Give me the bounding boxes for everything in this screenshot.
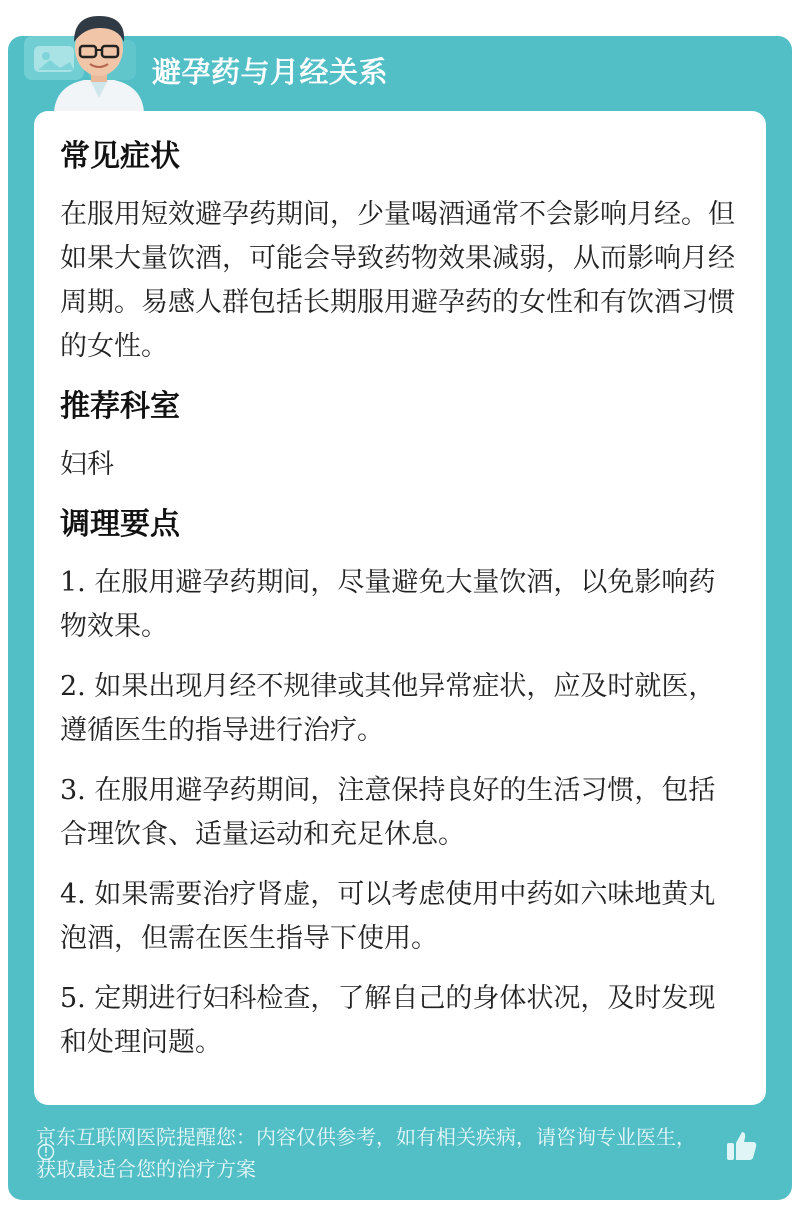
page-title: 避孕药与月经关系 [152, 55, 389, 89]
list-item: 1. 在服用避孕药期间，尽量避免大量饮酒，以免影响药物效果。 [60, 567, 716, 642]
disclaimer-text: 京东互联网医院提醒您：内容仅供参考，如有相关疾病，请咨询专业医生，获取最适合您的治疗方案 [36, 1125, 696, 1181]
care-section [60, 503, 740, 1065]
list-item: 3. 在服用避孕药期间，注意保持良好的生活习惯，包括合理饮食、适量运动和充足休息。 [60, 775, 716, 850]
doctor-avatar-icon [44, 8, 154, 112]
symptoms-section [60, 135, 740, 369]
department-heading: 推荐科室 [60, 389, 180, 424]
symptoms-heading: 常见症状 [60, 139, 180, 174]
list-item: 4. 如果需要治疗肾虚，可以考虑使用中药如六味地黄丸泡酒，但需在医生指导下使用。 [60, 879, 716, 954]
care-heading: 调理要点 [60, 507, 180, 542]
list-item: 5. 定期进行妇科检查，了解自己的身体状况，及时发现和处理问题。 [60, 983, 716, 1058]
list-item: 2. 如果出现月经不规律或其他异常症状，应及时就医，遵循医生的指导进行治疗。 [60, 671, 716, 746]
content-card [34, 111, 766, 1105]
symptoms-body: 在服用短效避孕药期间，少量喝酒通常不会影响月经。但如果大量饮酒，可能会导致药物效果减弱，从而影响月经周期。易感人群包括长期服用避孕药的女性和有饮酒习惯的女性。 [60, 199, 735, 362]
department-section [60, 385, 740, 487]
thumbs-up-icon[interactable] [724, 1128, 760, 1164]
department-body: 妇科 [60, 449, 114, 480]
